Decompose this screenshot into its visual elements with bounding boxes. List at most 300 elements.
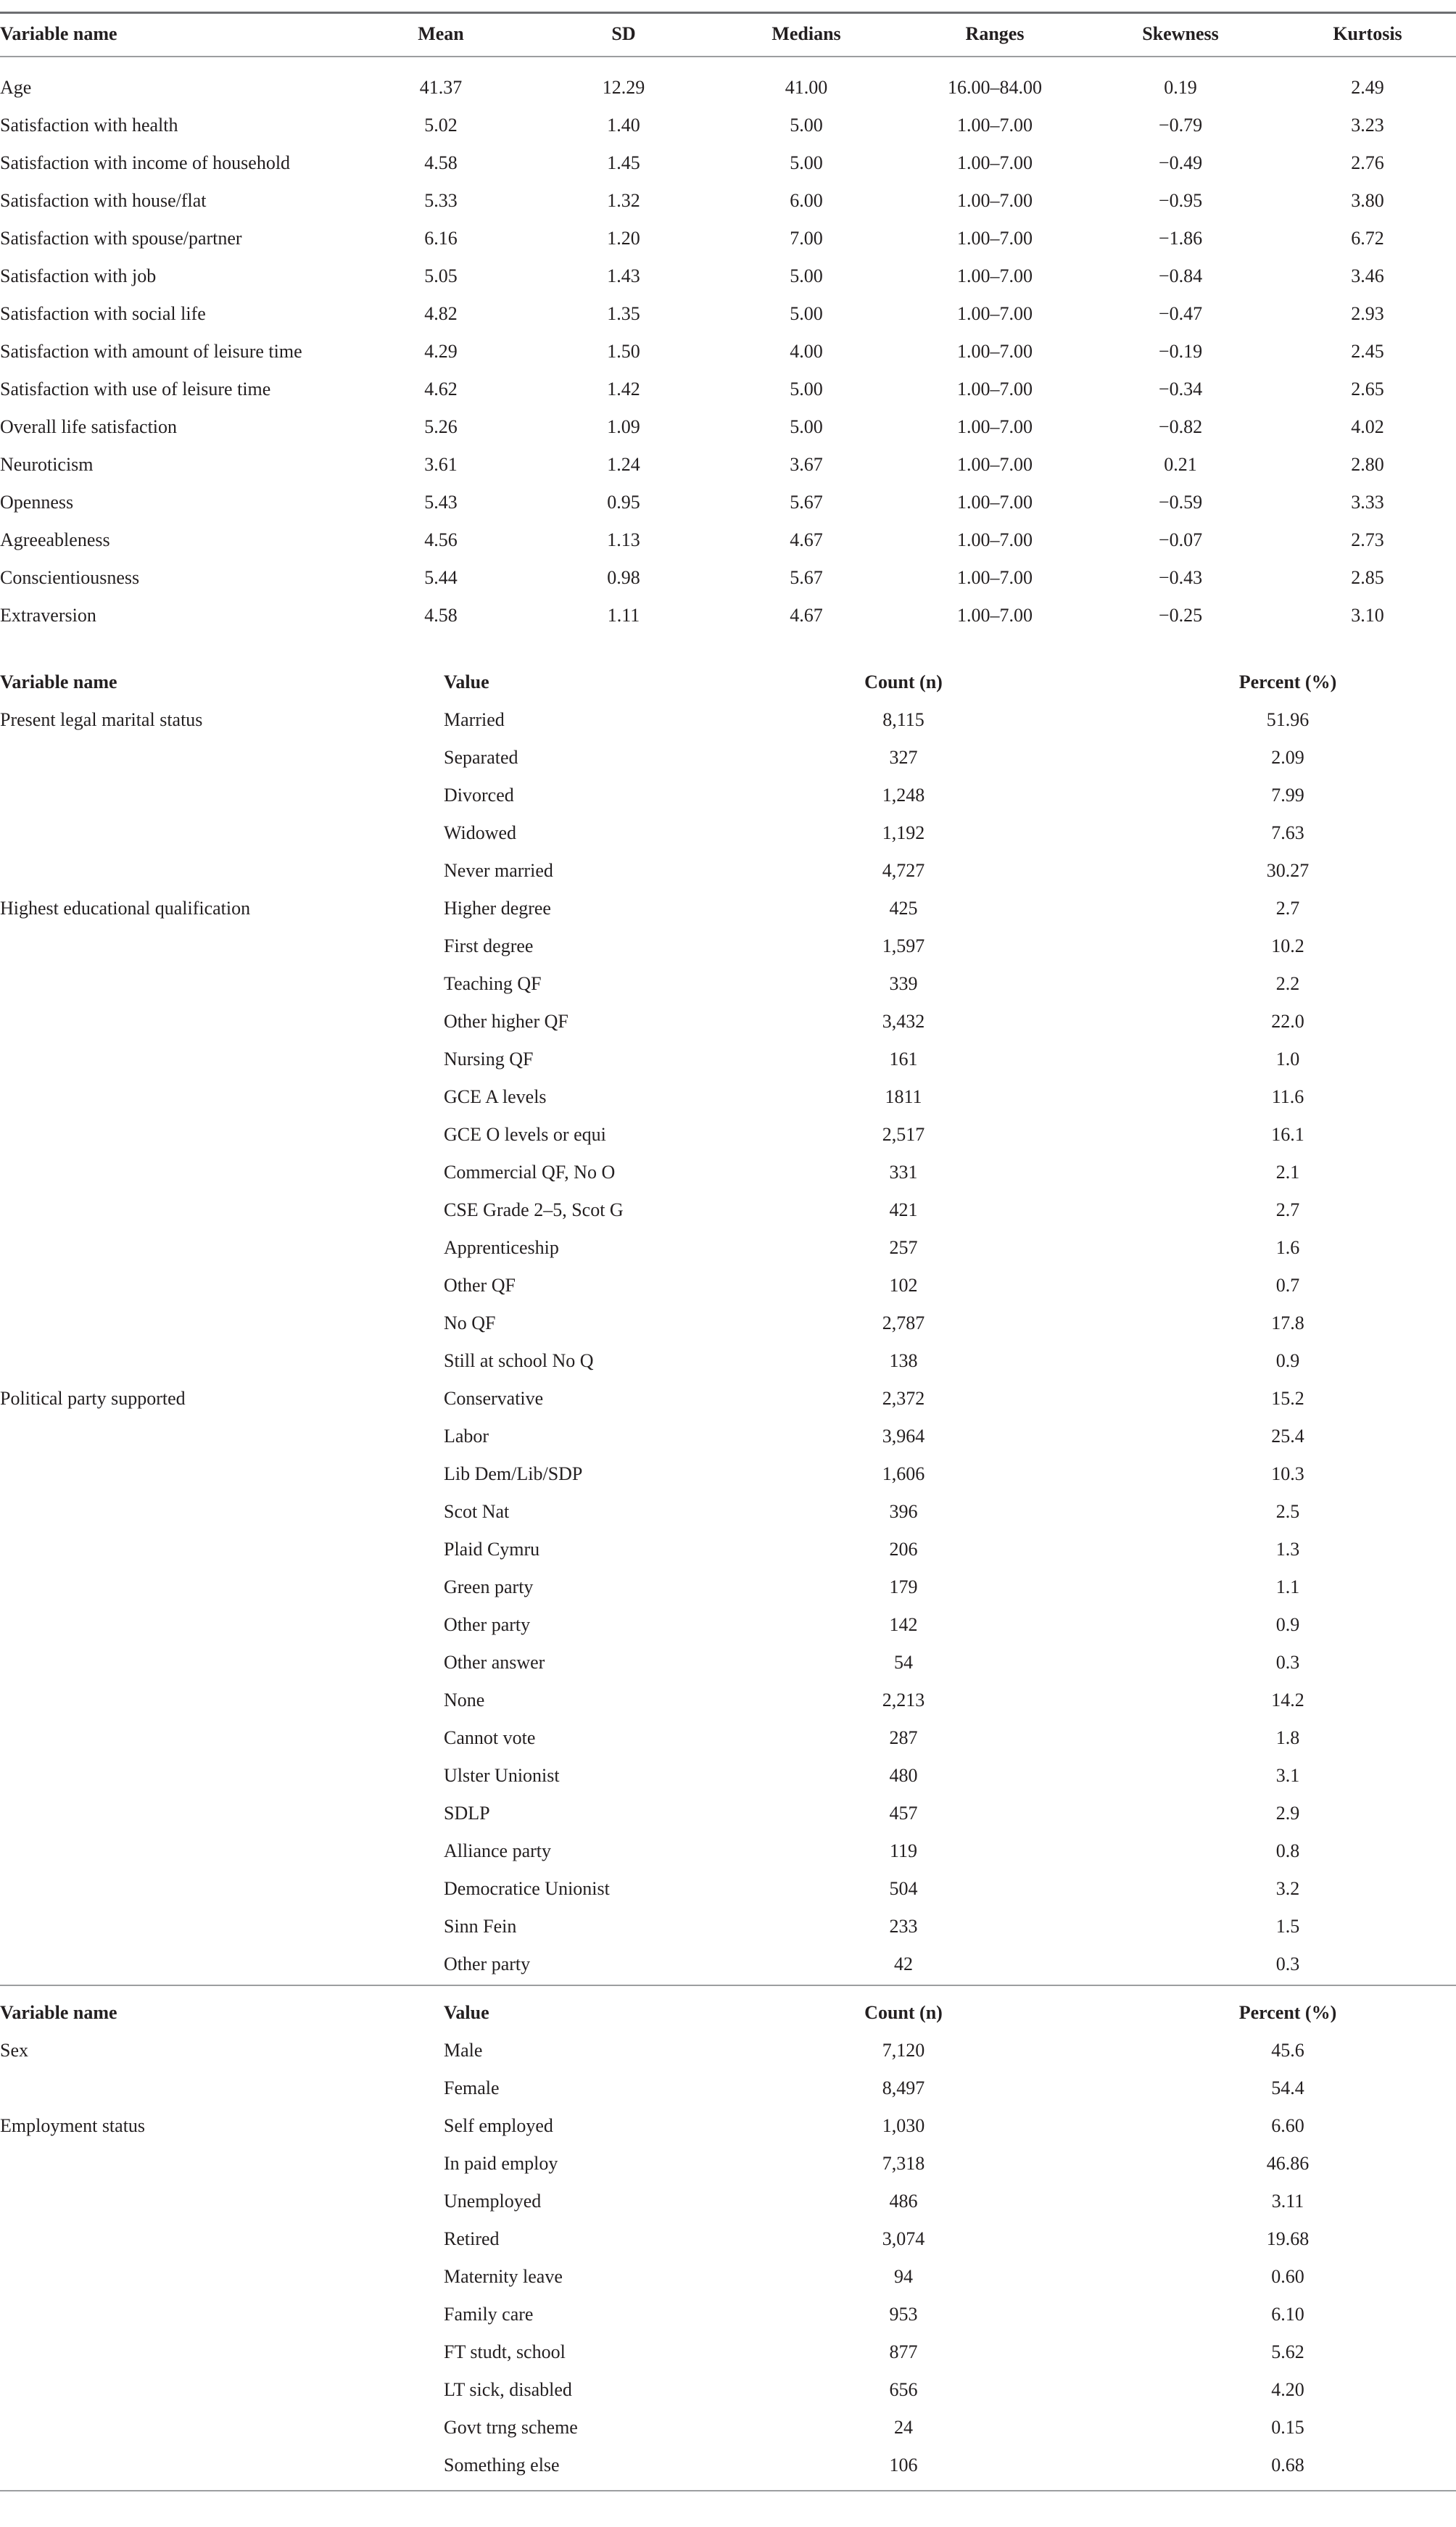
header-variable-name: Variable name <box>0 671 117 692</box>
cell-value: In paid employ <box>444 2153 558 2174</box>
cell-variable-name: Satisfaction with use of leisure time <box>0 379 271 400</box>
cell-sd: 1.35 <box>607 303 640 324</box>
cell-value: Commercial QF, No O <box>444 1162 616 1183</box>
table-row <box>0 2145 1456 2183</box>
cell-value: Still at school No Q <box>444 1350 594 1371</box>
cell-value: Higher degree <box>444 898 551 919</box>
cell-percent: 1.3 <box>1275 1539 1300 1560</box>
cell-percent: 10.3 <box>1271 1463 1304 1484</box>
cell-value: GCE O levels or equi <box>444 1124 606 1145</box>
cell-count: 24 <box>894 2417 913 2438</box>
table-row <box>0 182 1456 220</box>
cell-ranges: 1.00–7.00 <box>957 492 1033 513</box>
cell-medians: 3.67 <box>790 454 823 475</box>
cell-ranges: 1.00–7.00 <box>957 529 1033 550</box>
cell-value: Other answer <box>444 1652 545 1673</box>
cell-count: 102 <box>889 1275 918 1296</box>
cell-kurtosis: 2.45 <box>1351 341 1384 362</box>
cell-sd: 1.43 <box>607 265 640 286</box>
cell-value: Scot Nat <box>444 1501 510 1522</box>
table-row <box>0 257 1456 295</box>
table-row <box>0 597 1456 634</box>
cell-value: Separated <box>444 747 518 768</box>
header-percent: Percent (%) <box>1238 671 1337 692</box>
table-row <box>0 144 1456 182</box>
cell-skewness: −0.34 <box>1158 379 1203 400</box>
cell-count: 2,787 <box>882 1312 925 1333</box>
cell-variable-name: Satisfaction with income of household <box>0 152 291 173</box>
cell-count: 3,432 <box>882 1011 925 1032</box>
cell-medians: 5.00 <box>790 379 823 400</box>
cell-skewness: −0.43 <box>1158 567 1203 588</box>
table-row <box>0 1719 1456 1757</box>
cell-percent: 0.15 <box>1271 2417 1304 2438</box>
cell-sd: 1.20 <box>607 228 640 249</box>
cell-count: 3,074 <box>882 2228 925 2249</box>
cell-count: 54 <box>894 1652 913 1673</box>
cell-percent: 1.8 <box>1275 1727 1300 1748</box>
cell-ranges: 1.00–7.00 <box>957 379 1033 400</box>
cell-count: 331 <box>889 1162 918 1183</box>
cell-count: 161 <box>889 1049 918 1070</box>
cell-percent: 0.9 <box>1275 1614 1300 1635</box>
table-row <box>0 739 1456 777</box>
header-count: Count (n) <box>864 2002 943 2023</box>
table-row <box>0 371 1456 408</box>
cell-mean: 5.02 <box>424 115 458 136</box>
cell-count: 94 <box>894 2266 913 2287</box>
table-row <box>0 107 1456 144</box>
cell-value: Unemployed <box>444 2191 542 2212</box>
cell-kurtosis: 2.73 <box>1351 529 1384 550</box>
cell-value: Maternity leave <box>444 2266 563 2287</box>
table-row <box>0 1795 1456 1832</box>
table-row <box>0 220 1456 257</box>
table-row <box>0 333 1456 371</box>
cell-percent: 2.1 <box>1275 1162 1300 1183</box>
table-row <box>0 1568 1456 1606</box>
cell-variable-name: Conscientiousness <box>0 567 140 588</box>
cell-value: Other party <box>444 1953 531 1974</box>
cell-skewness: −0.19 <box>1158 341 1203 362</box>
cell-ranges: 1.00–7.00 <box>957 152 1033 173</box>
cell-percent: 0.3 <box>1275 1652 1300 1673</box>
header-sd: SD <box>611 23 636 44</box>
cell-mean: 4.58 <box>424 605 458 626</box>
cell-value: Nursing QF <box>444 1049 534 1070</box>
table-row <box>0 1606 1456 1644</box>
cell-kurtosis: 6.72 <box>1351 228 1384 249</box>
cell-count: 457 <box>889 1803 918 1824</box>
cell-variable-name: Highest educational qualification <box>0 898 251 919</box>
cell-mean: 4.82 <box>424 303 458 324</box>
cell-value: Ulster Unionist <box>444 1765 560 1786</box>
cell-value: SDLP <box>444 1803 490 1824</box>
table-row <box>0 1832 1456 1870</box>
cell-percent: 0.60 <box>1271 2266 1304 2287</box>
table-row <box>0 1682 1456 1719</box>
cell-count: 8,115 <box>882 709 925 730</box>
cell-count: 8,497 <box>882 2077 925 2098</box>
cell-count: 287 <box>889 1727 918 1748</box>
table-row <box>0 1493 1456 1531</box>
header-mean: Mean <box>418 23 464 44</box>
cell-percent: 2.5 <box>1275 1501 1300 1522</box>
table-row <box>0 1870 1456 1908</box>
cell-value: LT sick, disabled <box>444 2379 572 2400</box>
cell-variable-name: Agreeableness <box>0 529 110 550</box>
cell-sd: 1.11 <box>607 605 640 626</box>
table-row <box>0 2069 1456 2107</box>
cell-count: 339 <box>889 973 918 994</box>
cell-mean: 6.16 <box>424 228 458 249</box>
table-row <box>0 295 1456 333</box>
cell-sd: 1.24 <box>607 454 640 475</box>
cell-variable-name: Employment status <box>0 2115 146 2136</box>
cell-count: 327 <box>889 747 918 768</box>
table-row <box>0 1041 1456 1078</box>
cell-variable-name: Political party supported <box>0 1388 186 1409</box>
cell-medians: 7.00 <box>790 228 823 249</box>
cell-value: Married <box>444 709 505 730</box>
cell-value: FT studt, school <box>444 2341 566 2362</box>
cell-value: Something else <box>444 2454 560 2476</box>
cell-ranges: 1.00–7.00 <box>957 341 1033 362</box>
cell-percent: 10.2 <box>1271 935 1304 956</box>
cell-medians: 5.00 <box>790 416 823 437</box>
cell-mean: 3.61 <box>424 454 458 475</box>
header-ranges: Ranges <box>965 23 1025 44</box>
cell-variable-name: Age <box>0 77 32 98</box>
cell-variable-name: Present legal marital status <box>0 709 203 730</box>
cell-mean: 4.56 <box>424 529 458 550</box>
header-percent: Percent (%) <box>1238 2002 1337 2023</box>
cell-percent: 3.1 <box>1275 1765 1300 1786</box>
cell-sd: 12.29 <box>602 77 645 98</box>
cell-value: Other higher QF <box>444 1011 568 1032</box>
cell-count: 953 <box>889 2304 918 2325</box>
cell-percent: 2.09 <box>1271 747 1304 768</box>
cell-percent: 3.11 <box>1271 2191 1304 2212</box>
cell-value: Other QF <box>444 1275 516 1296</box>
cell-kurtosis: 2.85 <box>1351 567 1384 588</box>
cell-variable-name: Satisfaction with social life <box>0 303 206 324</box>
cell-value: Male <box>444 2040 483 2061</box>
table-row <box>0 2258 1456 2296</box>
cell-variable-name: Sex <box>0 2040 28 2061</box>
table-row <box>0 1304 1456 1342</box>
cell-percent: 2.2 <box>1275 973 1300 994</box>
cell-mean: 5.26 <box>424 416 458 437</box>
cell-mean: 4.58 <box>424 152 458 173</box>
cell-percent: 1.1 <box>1275 1576 1300 1597</box>
cell-sd: 1.42 <box>607 379 640 400</box>
cell-percent: 16.1 <box>1271 1124 1304 1145</box>
cell-mean: 41.37 <box>419 77 463 98</box>
cell-sd: 0.95 <box>607 492 640 513</box>
cell-percent: 6.60 <box>1271 2115 1304 2136</box>
table-rule <box>0 1985 1456 1986</box>
table-row <box>0 2333 1456 2371</box>
cell-percent: 46.86 <box>1266 2153 1310 2174</box>
cell-percent: 51.96 <box>1266 709 1310 730</box>
cell-skewness: −0.49 <box>1158 152 1203 173</box>
table-row <box>0 814 1456 852</box>
cell-value: CSE Grade 2–5, Scot G <box>444 1199 624 1220</box>
cell-kurtosis: 2.49 <box>1351 77 1384 98</box>
cell-count: 257 <box>889 1237 918 1258</box>
cell-count: 486 <box>889 2191 918 2212</box>
cell-mean: 5.05 <box>424 265 458 286</box>
cell-percent: 0.9 <box>1275 1350 1300 1371</box>
cell-value: Other party <box>444 1614 531 1635</box>
table-row <box>0 1644 1456 1682</box>
cell-mean: 4.62 <box>424 379 458 400</box>
table-row <box>0 1418 1456 1455</box>
cell-count: 142 <box>889 1614 918 1635</box>
cell-variable-name: Satisfaction with spouse/partner <box>0 228 242 249</box>
cell-percent: 17.8 <box>1271 1312 1304 1333</box>
header-variable-name: Variable name <box>0 2002 117 2023</box>
cell-value: Green party <box>444 1576 534 1597</box>
cell-ranges: 16.00–84.00 <box>948 77 1042 98</box>
cell-count: 2,372 <box>882 1388 925 1409</box>
cell-percent: 0.7 <box>1275 1275 1300 1296</box>
header-variable-name: Variable name <box>0 23 117 44</box>
cell-count: 7,120 <box>882 2040 925 2061</box>
cell-sd: 1.09 <box>607 416 640 437</box>
cell-count: 119 <box>889 1840 918 1861</box>
cell-percent: 7.99 <box>1271 785 1304 806</box>
cell-percent: 7.63 <box>1271 822 1304 843</box>
header-count: Count (n) <box>864 671 943 692</box>
cell-count: 3,964 <box>882 1426 925 1447</box>
table-row <box>0 484 1456 521</box>
cell-skewness: 0.19 <box>1164 77 1197 98</box>
cell-count: 396 <box>889 1501 918 1522</box>
cell-count: 2,517 <box>882 1124 925 1145</box>
table-row <box>0 2183 1456 2220</box>
cell-value: Labor <box>444 1426 489 1447</box>
table-rule <box>0 12 1456 14</box>
table-row <box>0 559 1456 597</box>
cell-count: 1,248 <box>882 785 925 806</box>
cell-value: First degree <box>444 935 534 956</box>
cell-count: 480 <box>889 1765 918 1786</box>
cell-sd: 1.32 <box>607 190 640 211</box>
table-row <box>0 69 1456 107</box>
cell-value: Divorced <box>444 785 514 806</box>
cell-value: Retired <box>444 2228 500 2249</box>
cell-count: 42 <box>894 1953 913 1974</box>
cell-ranges: 1.00–7.00 <box>957 605 1033 626</box>
table-row <box>0 1267 1456 1304</box>
cell-percent: 6.10 <box>1271 2304 1304 2325</box>
cell-variable-name: Neuroticism <box>0 454 94 475</box>
cell-percent: 2.7 <box>1275 1199 1300 1220</box>
cell-percent: 30.27 <box>1266 860 1310 881</box>
cell-value: Democratice Unionist <box>444 1878 610 1899</box>
cell-value: None <box>444 1690 485 1711</box>
cell-value: Conservative <box>444 1388 544 1409</box>
cell-skewness: −0.07 <box>1158 529 1203 550</box>
cell-count: 138 <box>889 1350 918 1371</box>
cell-kurtosis: 3.80 <box>1351 190 1384 211</box>
stats-header-row <box>0 15 1456 53</box>
cell-ranges: 1.00–7.00 <box>957 567 1033 588</box>
header-value: Value <box>444 671 489 692</box>
table-row <box>0 2107 1456 2145</box>
cell-value: Teaching QF <box>444 973 542 994</box>
cell-mean: 5.33 <box>424 190 458 211</box>
cell-count: 421 <box>889 1199 918 1220</box>
cell-percent: 2.9 <box>1275 1803 1300 1824</box>
cell-count: 656 <box>889 2379 918 2400</box>
cell-skewness: 0.21 <box>1164 454 1197 475</box>
table-row <box>0 2447 1456 2484</box>
table-row <box>0 1531 1456 1568</box>
cell-count: 1811 <box>885 1086 922 1107</box>
table-row <box>0 521 1456 559</box>
cell-percent: 54.4 <box>1271 2077 1304 2098</box>
cell-medians: 4.00 <box>790 341 823 362</box>
cell-count: 4,727 <box>882 860 925 881</box>
table-row <box>0 927 1456 965</box>
cell-variable-name: Openness <box>0 492 74 513</box>
table-row <box>0 2296 1456 2333</box>
cell-skewness: −0.79 <box>1158 115 1203 136</box>
cell-value: Plaid Cymru <box>444 1539 540 1560</box>
cell-value: Self employed <box>444 2115 553 2136</box>
cell-percent: 0.68 <box>1271 2454 1304 2476</box>
cell-count: 2,213 <box>882 1690 925 1711</box>
cell-value: Cannot vote <box>444 1727 536 1748</box>
cell-ranges: 1.00–7.00 <box>957 265 1033 286</box>
cell-value: Lib Dem/Lib/SDP <box>444 1463 583 1484</box>
cell-skewness: −0.47 <box>1158 303 1203 324</box>
categorical-header-row-2 <box>0 1994 1456 2032</box>
table-row <box>0 1945 1456 1983</box>
cell-medians: 6.00 <box>790 190 823 211</box>
cell-value: Govt trng scheme <box>444 2417 578 2438</box>
cell-percent: 14.2 <box>1271 1690 1304 1711</box>
cell-sd: 1.13 <box>607 529 640 550</box>
cell-ranges: 1.00–7.00 <box>957 228 1033 249</box>
cell-value: GCE A levels <box>444 1086 547 1107</box>
table-row <box>0 1003 1456 1041</box>
cell-kurtosis: 2.93 <box>1351 303 1384 324</box>
cell-percent: 45.6 <box>1271 2040 1304 2061</box>
table-row <box>0 1154 1456 1191</box>
cell-skewness: −0.59 <box>1158 492 1203 513</box>
table-row <box>0 777 1456 814</box>
cell-medians: 5.67 <box>790 567 823 588</box>
cell-ranges: 1.00–7.00 <box>957 115 1033 136</box>
cell-variable-name: Satisfaction with health <box>0 115 178 136</box>
cell-count: 206 <box>889 1539 918 1560</box>
cell-medians: 5.67 <box>790 492 823 513</box>
cell-skewness: −0.95 <box>1158 190 1203 211</box>
cell-ranges: 1.00–7.00 <box>957 303 1033 324</box>
table-rule <box>0 56 1456 57</box>
header-value: Value <box>444 2002 489 2023</box>
header-medians: Medians <box>772 23 841 44</box>
cell-medians: 41.00 <box>785 77 828 98</box>
cell-value: Widowed <box>444 822 517 843</box>
cell-medians: 4.67 <box>790 605 823 626</box>
categorical-header-row <box>0 663 1456 701</box>
cell-count: 1,192 <box>882 822 925 843</box>
table-row <box>0 1229 1456 1267</box>
cell-value: Never married <box>444 860 553 881</box>
cell-medians: 5.00 <box>790 265 823 286</box>
cell-sd: 1.50 <box>607 341 640 362</box>
cell-medians: 4.67 <box>790 529 823 550</box>
table-row <box>0 1078 1456 1116</box>
table-row <box>0 1757 1456 1795</box>
cell-sd: 0.98 <box>607 567 640 588</box>
table-row <box>0 446 1456 484</box>
cell-mean: 5.43 <box>424 492 458 513</box>
cell-ranges: 1.00–7.00 <box>957 190 1033 211</box>
cell-kurtosis: 2.65 <box>1351 379 1384 400</box>
cell-ranges: 1.00–7.00 <box>957 416 1033 437</box>
table-row <box>0 1380 1456 1418</box>
table-row <box>0 890 1456 927</box>
cell-count: 504 <box>889 1878 918 1899</box>
cell-kurtosis: 4.02 <box>1351 416 1384 437</box>
cell-variable-name: Extraversion <box>0 605 96 626</box>
cell-variable-name: Satisfaction with job <box>0 265 157 286</box>
cell-medians: 5.00 <box>790 152 823 173</box>
table-row <box>0 1342 1456 1380</box>
cell-count: 233 <box>889 1916 918 1937</box>
cell-value: Female <box>444 2077 500 2098</box>
cell-value: Sinn Fein <box>444 1916 517 1937</box>
table-row <box>0 965 1456 1003</box>
cell-mean: 4.29 <box>424 341 458 362</box>
table-row <box>0 2371 1456 2409</box>
cell-kurtosis: 3.33 <box>1351 492 1384 513</box>
cell-count: 1,597 <box>882 935 925 956</box>
header-skewness: Skewness <box>1142 23 1219 44</box>
cell-variable-name: Satisfaction with house/flat <box>0 190 207 211</box>
cell-count: 1,606 <box>882 1463 925 1484</box>
cell-percent: 1.0 <box>1275 1049 1300 1070</box>
cell-count: 106 <box>889 2454 918 2476</box>
cell-count: 1,030 <box>882 2115 925 2136</box>
table-row <box>0 408 1456 446</box>
cell-percent: 11.6 <box>1271 1086 1304 1107</box>
table-row <box>0 852 1456 890</box>
cell-percent: 15.2 <box>1271 1388 1304 1409</box>
cell-count: 179 <box>889 1576 918 1597</box>
cell-value: Alliance party <box>444 1840 551 1861</box>
cell-skewness: −0.84 <box>1158 265 1203 286</box>
cell-percent: 22.0 <box>1271 1011 1304 1032</box>
cell-skewness: −0.82 <box>1158 416 1203 437</box>
cell-kurtosis: 3.46 <box>1351 265 1384 286</box>
cell-ranges: 1.00–7.00 <box>957 454 1033 475</box>
header-kurtosis: Kurtosis <box>1333 23 1402 44</box>
cell-sd: 1.40 <box>607 115 640 136</box>
table-row <box>0 701 1456 739</box>
cell-percent: 1.6 <box>1275 1237 1300 1258</box>
cell-percent: 2.7 <box>1275 898 1300 919</box>
table-row <box>0 1116 1456 1154</box>
table-rule <box>0 2490 1456 2491</box>
cell-value: Apprenticeship <box>444 1237 559 1258</box>
